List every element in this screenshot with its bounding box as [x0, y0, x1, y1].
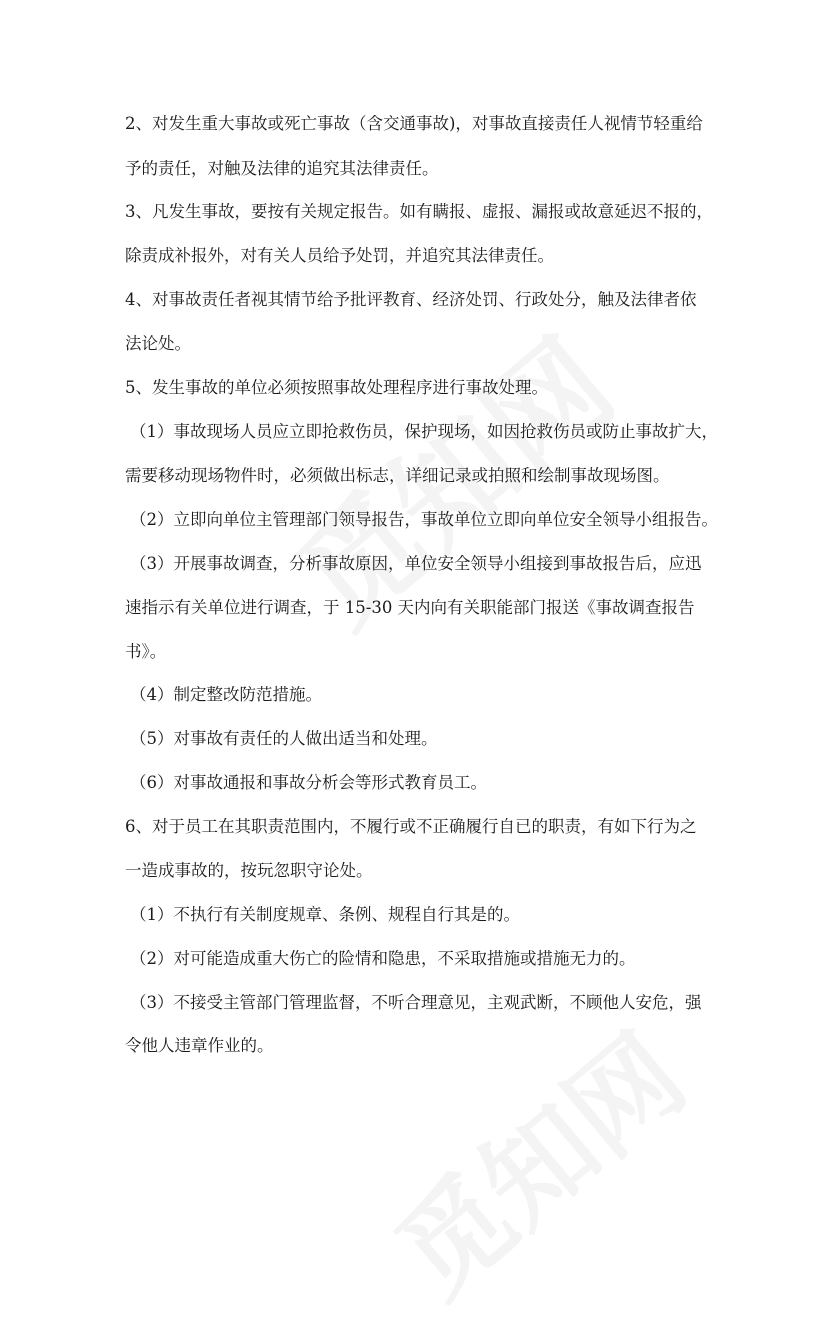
paragraph-line: （3）开展事故调查，分析事故原因，单位安全领导小组接到事故报告后，应迅 — [130, 554, 702, 573]
paragraph-line: （2）立即向单位主管理部门领导报告，事故单位立即向单位安全领导小组报告。 — [130, 510, 718, 529]
paragraph-line: （5）对事故有责任的人做出适当和处理。 — [130, 729, 438, 748]
paragraph-line: 6、对于员工在其职责范围内，不履行或不正确履行自已的职责，有如下行为之 — [125, 817, 697, 836]
paragraph-line: （4）制定整改防范措施。 — [130, 685, 322, 704]
paragraph-line: 书》。 — [125, 642, 167, 661]
paragraph-line: 2、对发生重大事故或死亡事故（含交通事故)，对事故直接责任人视情节轻重给 — [125, 114, 703, 133]
paragraph-line: 需要移动现场物件时，必须做出标志，详细记录或拍照和绘制事故现场图。 — [125, 466, 670, 485]
paragraph-line: 令他人违章作业的。 — [125, 1036, 274, 1055]
paragraph-line: 法论处。 — [125, 334, 191, 353]
paragraph-line: （3）不接受主管部门管理监督，不听合理意见，主观武断，不顾他人安危，强 — [130, 993, 702, 1012]
paragraph-line: 除责成补报外，对有关人员给予处罚，并追究其法律责任。 — [125, 246, 554, 265]
paragraph-line: 速指示有关单位进行调查，于 15-30 天内向有关职能部门报送《事故调查报告 — [125, 598, 695, 617]
paragraph-line: （2）对可能造成重大伤亡的险情和隐患，不采取措施或措施无力的。 — [130, 949, 636, 968]
paragraph-line: 3、凡发生事故，要按有关规定报告。如有瞒报、虚报、漏报或故意延迟不报的， — [125, 202, 713, 221]
paragraph-line: 4、对事故责任者视其情节给予批评教育、经济处罚、行政处分，触及法律者依 — [125, 290, 697, 309]
paragraph-line: （1）事故现场人员应立即抢救伤员，保护现场，如因抢救伤员或防止事故扩大， — [130, 422, 718, 441]
paragraph-line: 5、发生事故的单位必须按照事故处理程序进行事故处理。 — [125, 378, 548, 397]
paragraph-line: 予的责任，对触及法律的追究其法律责任。 — [125, 159, 439, 178]
paragraph-line: 一造成事故的，按玩忽职守论处。 — [125, 861, 373, 880]
paragraph-line: （1）不执行有关制度规章、条例、规程自行其是的。 — [130, 905, 520, 924]
paragraph-line: （6）对事故通报和事故分析会等形式教育员工。 — [130, 773, 487, 792]
